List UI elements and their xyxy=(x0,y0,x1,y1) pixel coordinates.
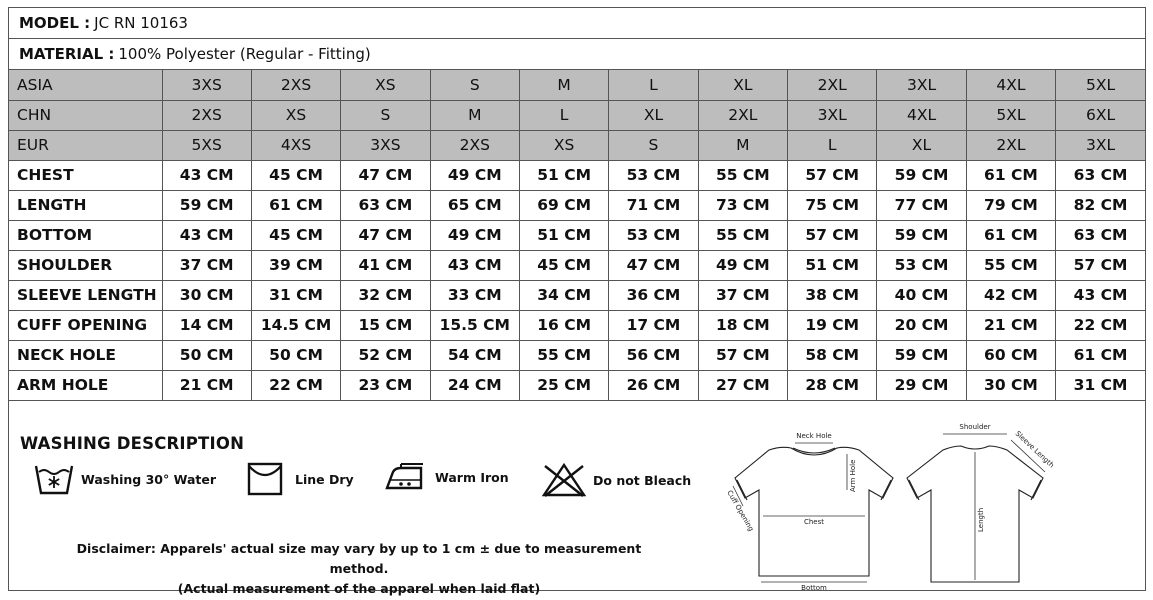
table-cell: 6XL xyxy=(1056,100,1145,130)
table-cell: 45 CM xyxy=(251,220,340,250)
table-cell: 2XS xyxy=(430,130,519,160)
table-cell: 47 CM xyxy=(609,250,698,280)
table-cell: 50 CM xyxy=(162,340,251,370)
line-dry-icon xyxy=(247,462,283,496)
wash-30-icon xyxy=(33,462,75,496)
table-cell: 73 CM xyxy=(698,190,787,220)
measure-row xyxy=(9,250,1145,280)
table-cell: 63 CM xyxy=(1056,220,1145,250)
bottom-text: Bottom xyxy=(801,584,827,592)
table-cell: 65 CM xyxy=(430,190,519,220)
table-cell: 3XL xyxy=(877,70,966,100)
wash-label: Washing 30° Water xyxy=(81,471,216,487)
table-cell: 51 CM xyxy=(519,160,608,190)
table-cell: XS xyxy=(519,130,608,160)
table-cell: 79 CM xyxy=(966,190,1055,220)
no-bleach-label: Do not Bleach xyxy=(593,472,692,488)
table-cell: M xyxy=(430,100,519,130)
table-cell: 59 CM xyxy=(877,220,966,250)
table-cell: XL xyxy=(609,100,698,130)
arm-hole-text: Arm Hole xyxy=(849,459,857,492)
wash-item xyxy=(33,462,216,496)
table-cell: 5XL xyxy=(1056,70,1145,100)
washing-title: WASHING DESCRIPTION xyxy=(20,434,245,453)
table-cell: 42 CM xyxy=(966,280,1055,310)
table-cell: 15.5 CM xyxy=(430,310,519,340)
measure-row xyxy=(9,280,1145,310)
row-label: ASIA xyxy=(9,70,162,100)
table-cell: 14.5 CM xyxy=(251,310,340,340)
table-cell: 22 CM xyxy=(1056,310,1145,340)
table-cell: 61 CM xyxy=(966,160,1055,190)
size-table xyxy=(9,70,1145,401)
table-cell: 52 CM xyxy=(341,340,430,370)
table-cell: 20 CM xyxy=(877,310,966,340)
table-cell: 57 CM xyxy=(788,160,877,190)
table-cell: 28 CM xyxy=(788,370,877,400)
table-cell: 49 CM xyxy=(430,160,519,190)
table-cell: 22 CM xyxy=(251,370,340,400)
table-cell: 47 CM xyxy=(341,160,430,190)
line-dry-label: Line Dry xyxy=(295,471,354,487)
table-cell: 31 CM xyxy=(1056,370,1145,400)
table-cell: 36 CM xyxy=(609,280,698,310)
warm-iron-item xyxy=(383,462,509,492)
table-cell: 3XL xyxy=(1056,130,1145,160)
table-cell: 49 CM xyxy=(430,220,519,250)
table-cell: 43 CM xyxy=(162,160,251,190)
table-cell: 41 CM xyxy=(341,250,430,280)
table-cell: 50 CM xyxy=(251,340,340,370)
care-section xyxy=(9,410,1145,596)
measure-row xyxy=(9,370,1145,400)
shoulder-text: Shoulder xyxy=(959,423,991,431)
table-cell: S xyxy=(609,130,698,160)
table-cell: 3XL xyxy=(788,100,877,130)
table-cell: 40 CM xyxy=(877,280,966,310)
table-cell: 59 CM xyxy=(877,340,966,370)
table-cell: 3XS xyxy=(162,70,251,100)
table-cell: 54 CM xyxy=(430,340,519,370)
line-dry-item xyxy=(247,462,354,496)
disclaimer-line-1: Disclaimer: Apparels' actual size may vary by up to 1 cm ± due to measurement method. xyxy=(76,541,642,576)
table-cell: 30 CM xyxy=(966,370,1055,400)
cuff-opening-text: Cuff Opening xyxy=(725,489,756,533)
table-cell: 4XL xyxy=(966,70,1055,100)
measure-row xyxy=(9,340,1145,370)
measure-row xyxy=(9,160,1145,190)
table-cell: 43 CM xyxy=(162,220,251,250)
table-cell: XS xyxy=(251,100,340,130)
table-cell: 2XL xyxy=(788,70,877,100)
table-cell: 19 CM xyxy=(788,310,877,340)
table-cell: 55 CM xyxy=(519,340,608,370)
table-cell: 2XS xyxy=(251,70,340,100)
table-cell: 27 CM xyxy=(698,370,787,400)
table-cell: 2XL xyxy=(698,100,787,130)
disclaimer-line-2: (Actual measurement of the apparel when laid flat) xyxy=(177,581,541,596)
table-cell: 61 CM xyxy=(966,220,1055,250)
table-cell: 34 CM xyxy=(519,280,608,310)
table-cell: 51 CM xyxy=(519,220,608,250)
measure-row xyxy=(9,220,1145,250)
material-value: 100% Polyester (Regular - Fitting) xyxy=(118,45,371,63)
row-label: ARM HOLE xyxy=(9,370,162,400)
table-cell: 55 CM xyxy=(698,160,787,190)
table-cell: 49 CM xyxy=(698,250,787,280)
measure-row xyxy=(9,310,1145,340)
table-cell: 37 CM xyxy=(698,280,787,310)
table-cell: 69 CM xyxy=(519,190,608,220)
table-cell: 2XS xyxy=(162,100,251,130)
table-cell: 3XS xyxy=(341,130,430,160)
chest-text: Chest xyxy=(803,518,825,526)
table-cell: 47 CM xyxy=(341,220,430,250)
table-cell: XL xyxy=(698,70,787,100)
table-cell: 43 CM xyxy=(430,250,519,280)
model-value: JC RN 10163 xyxy=(94,14,188,32)
table-cell: 21 CM xyxy=(966,310,1055,340)
table-cell: S xyxy=(341,100,430,130)
table-cell: 43 CM xyxy=(1056,280,1145,310)
table-cell: 4XL xyxy=(877,100,966,130)
table-cell: 37 CM xyxy=(162,250,251,280)
sleeve-length-text: Sleeve Length xyxy=(1013,429,1056,470)
table-cell: 26 CM xyxy=(609,370,698,400)
table-cell: 71 CM xyxy=(609,190,698,220)
measurement-diagram xyxy=(721,420,1056,592)
size-row xyxy=(9,130,1145,160)
row-label: SLEEVE LENGTH xyxy=(9,280,162,310)
table-cell: 38 CM xyxy=(788,280,877,310)
table-cell: 59 CM xyxy=(162,190,251,220)
table-cell: 2XL xyxy=(966,130,1055,160)
table-cell: 25 CM xyxy=(519,370,608,400)
table-cell: 61 CM xyxy=(1056,340,1145,370)
no-bleach-icon xyxy=(541,462,587,498)
table-cell: 39 CM xyxy=(251,250,340,280)
row-label: CHN xyxy=(9,100,162,130)
table-cell: 30 CM xyxy=(162,280,251,310)
table-cell: 63 CM xyxy=(1056,160,1145,190)
size-chart-sheet xyxy=(8,7,1146,596)
table-cell: 75 CM xyxy=(788,190,877,220)
table-cell: 61 CM xyxy=(251,190,340,220)
warm-iron-icon xyxy=(383,462,429,492)
table-cell: 45 CM xyxy=(251,160,340,190)
material-label: MATERIAL : xyxy=(19,45,115,63)
table-cell: 5XL xyxy=(966,100,1055,130)
size-row xyxy=(9,100,1145,130)
front-shirt-outline xyxy=(735,447,893,576)
table-cell: 31 CM xyxy=(251,280,340,310)
neck-hole-text: Neck Hole xyxy=(796,432,832,440)
table-cell: 45 CM xyxy=(519,250,608,280)
table-cell: 18 CM xyxy=(698,310,787,340)
table-cell: 59 CM xyxy=(877,160,966,190)
table-cell: L xyxy=(519,100,608,130)
table-cell: 77 CM xyxy=(877,190,966,220)
table-cell: 21 CM xyxy=(162,370,251,400)
row-label: CUFF OPENING xyxy=(9,310,162,340)
row-label: SHOULDER xyxy=(9,250,162,280)
table-cell: 17 CM xyxy=(609,310,698,340)
table-cell: 82 CM xyxy=(1056,190,1145,220)
measure-row xyxy=(9,190,1145,220)
table-cell: 23 CM xyxy=(341,370,430,400)
no-bleach-item xyxy=(541,462,691,498)
table-cell: M xyxy=(698,130,787,160)
table-cell: L xyxy=(788,130,877,160)
table-cell: 57 CM xyxy=(788,220,877,250)
table-cell: 51 CM xyxy=(788,250,877,280)
table-cell: 57 CM xyxy=(1056,250,1145,280)
table-cell: 55 CM xyxy=(966,250,1055,280)
row-label: LENGTH xyxy=(9,190,162,220)
table-cell: 58 CM xyxy=(788,340,877,370)
table-cell: 53 CM xyxy=(609,220,698,250)
row-label: CHEST xyxy=(9,160,162,190)
model-label: MODEL : xyxy=(19,14,91,32)
disclaimer xyxy=(69,539,649,599)
material-row xyxy=(9,39,1145,70)
table-cell: 33 CM xyxy=(430,280,519,310)
table-cell: 60 CM xyxy=(966,340,1055,370)
table-cell: 5XS xyxy=(162,130,251,160)
table-cell: 53 CM xyxy=(877,250,966,280)
table-cell: XS xyxy=(341,70,430,100)
model-row xyxy=(9,8,1145,39)
size-row xyxy=(9,70,1145,100)
table-cell: 56 CM xyxy=(609,340,698,370)
table-cell: 63 CM xyxy=(341,190,430,220)
table-cell: 16 CM xyxy=(519,310,608,340)
table-cell: 55 CM xyxy=(698,220,787,250)
row-label: BOTTOM xyxy=(9,220,162,250)
table-cell: 14 CM xyxy=(162,310,251,340)
length-text: Length xyxy=(977,507,985,532)
table-cell: 57 CM xyxy=(698,340,787,370)
table-cell: 29 CM xyxy=(877,370,966,400)
table-cell: 15 CM xyxy=(341,310,430,340)
row-label: EUR xyxy=(9,130,162,160)
table-cell: XL xyxy=(877,130,966,160)
table-cell: 24 CM xyxy=(430,370,519,400)
table-cell: 32 CM xyxy=(341,280,430,310)
table-cell: 53 CM xyxy=(609,160,698,190)
table-cell: 4XS xyxy=(251,130,340,160)
table-cell: S xyxy=(430,70,519,100)
row-label: NECK HOLE xyxy=(9,340,162,370)
table-cell: L xyxy=(609,70,698,100)
warm-iron-label: Warm Iron xyxy=(435,469,509,485)
table-cell: M xyxy=(519,70,608,100)
